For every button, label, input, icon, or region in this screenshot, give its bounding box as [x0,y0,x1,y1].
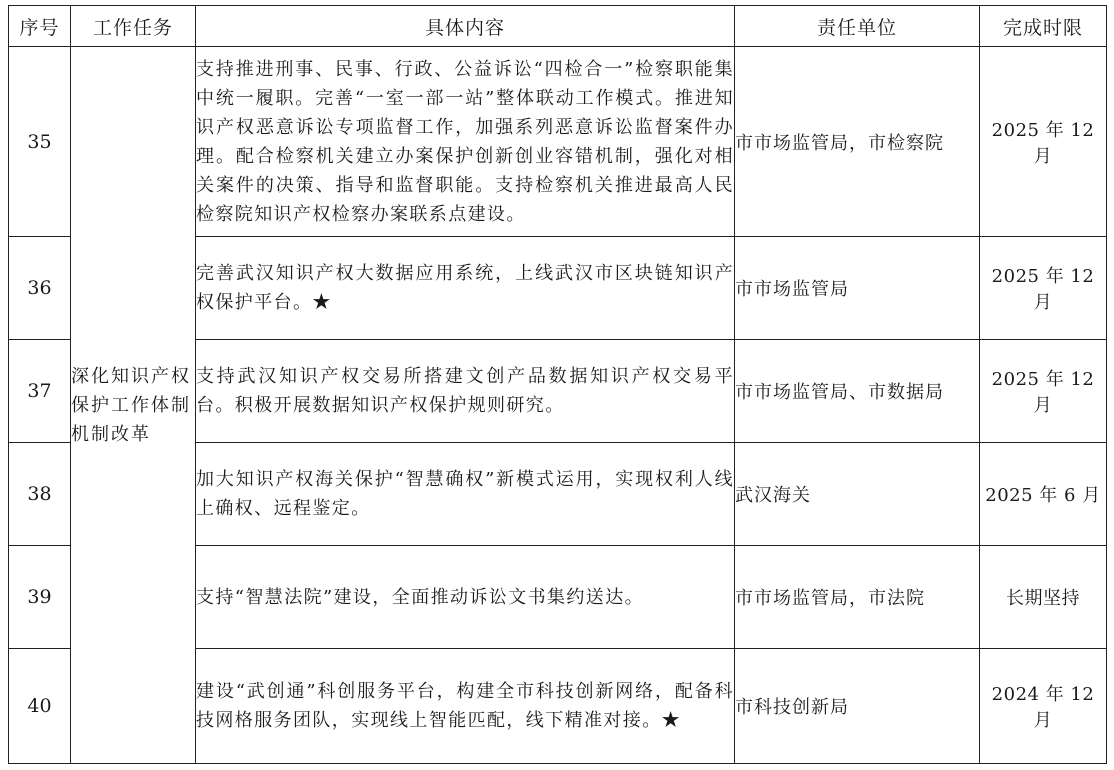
table-header-row [9,6,1107,47]
row-content: 加大知识产权海关保护“智慧确权”新模式运用，实现权利人线上确权、远程鉴定。 [196,443,735,546]
row-deadline: 2025 年 12 月 [980,340,1107,443]
row-index: 40 [9,649,71,764]
row-unit: 市市场监管局、市数据局 [735,340,980,443]
task-table [8,5,1107,764]
task-group-cell: 深化知识产权保护工作体制机制改革 [71,47,196,764]
row-content: 支持推进刑事、民事、行政、公益诉讼“四检合一”检察职能集中统一履职。完善“一室一部一站”整体联动工作模式。推进知识产权恶意诉讼专项监督工作，加强系列恶意诉讼监督案件办理。配合检察机关建立办案保护创新创业容错机制，强化对相关案件的决策、指导和监督职能。支持检察机关推进最高人民检察院知识产权检察办案联系点建设。 [196,47,735,237]
row-unit: 市市场监管局，市检察院 [735,47,980,237]
table-row [9,47,1107,237]
row-content: 支持武汉知识产权交易所搭建文创产品数据知识产权交易平台。积极开展数据知识产权保护规则研究。 [196,340,735,443]
header-deadline: 完成时限 [980,6,1107,47]
row-deadline: 2025 年 6 月 [980,443,1107,546]
row-index: 38 [9,443,71,546]
row-index: 36 [9,237,71,340]
header-index: 序号 [9,6,71,47]
row-content: 支持“智慧法院”建设，全面推动诉讼文书集约送达。 [196,546,735,649]
row-index: 39 [9,546,71,649]
row-content: 完善武汉知识产权大数据应用系统，上线武汉市区块链知识产权保护平台。★ [196,237,735,340]
row-deadline: 2024 年 12 月 [980,649,1107,764]
row-unit: 市市场监管局，市法院 [735,546,980,649]
row-index: 37 [9,340,71,443]
header-task: 工作任务 [71,6,196,47]
row-unit: 市市场监管局 [735,237,980,340]
row-content: 建设“武创通”科创服务平台，构建全市科技创新网络，配备科技网格服务团队，实现线上智能匹配，线下精准对接。★ [196,649,735,764]
row-deadline: 2025 年 12 月 [980,237,1107,340]
row-unit: 武汉海关 [735,443,980,546]
row-deadline: 长期坚持 [980,546,1107,649]
header-unit: 责任单位 [735,6,980,47]
row-index: 35 [9,47,71,237]
row-deadline: 2025 年 12 月 [980,47,1107,237]
row-unit: 市科技创新局 [735,649,980,764]
header-content: 具体内容 [196,6,735,47]
